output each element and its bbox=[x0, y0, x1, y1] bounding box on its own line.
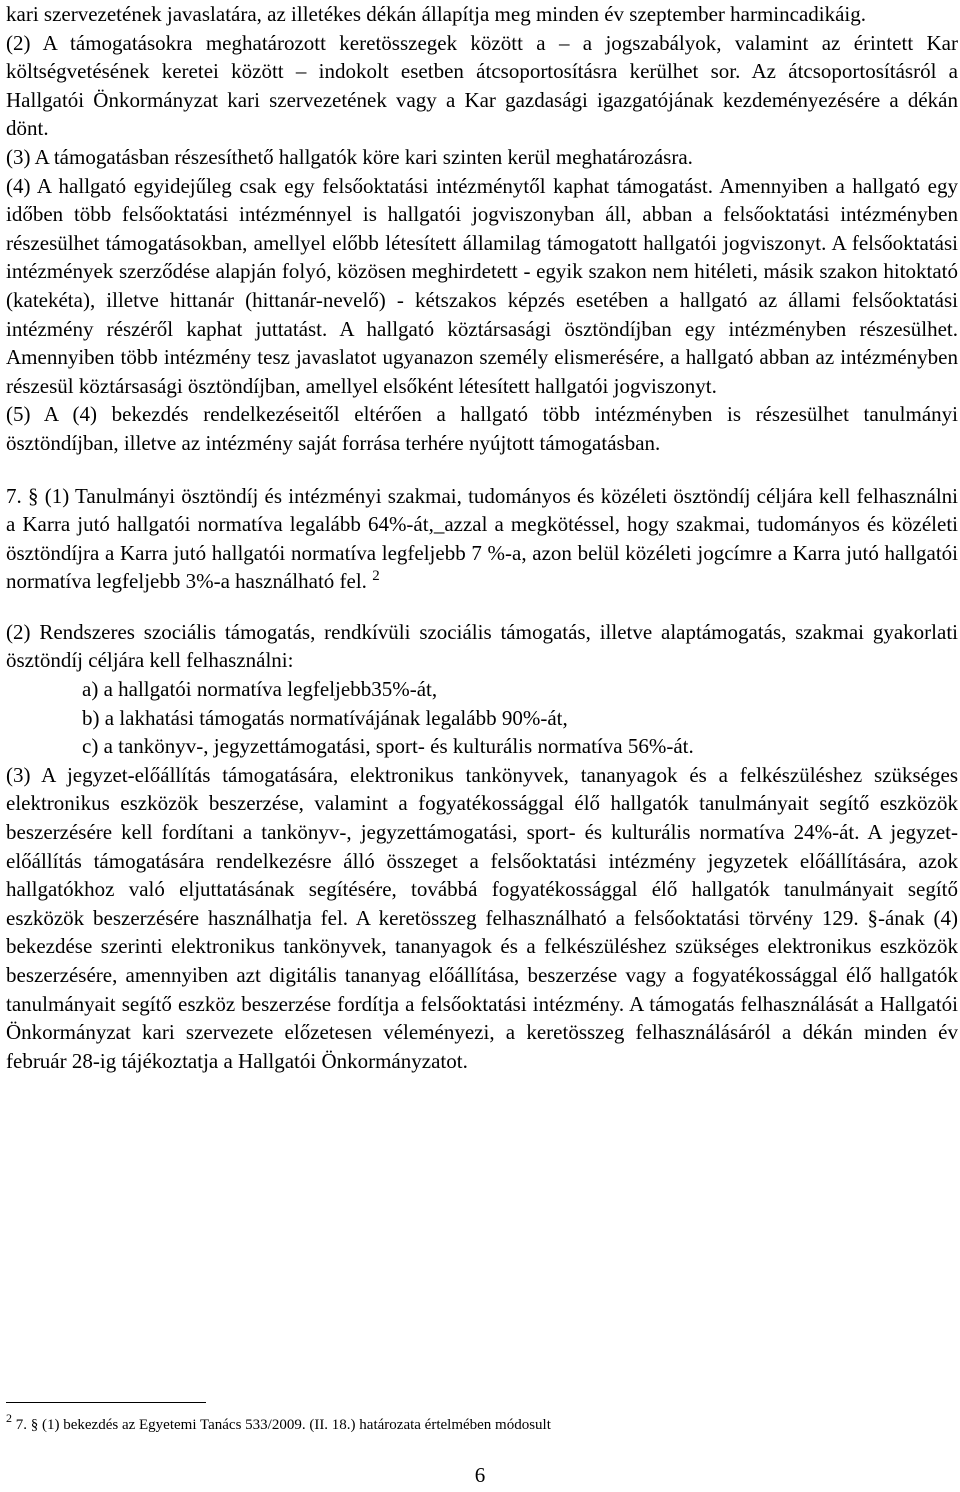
paragraph-6-2: (2) A támogatásokra meghatározott keretösszegek között a – a jogszabályok, valamint az érintett Kar költségvetésének keretei között – indokolt esetben átcsoportosításra kerülhet sor. Az átcsoportosításról a Hallgatói Önkormányzat kari szervezetének vagy a Kar gazdasági igazgatójának kezdeményezésére a dékán dönt. bbox=[6, 30, 958, 141]
paragraph-6-5: (5) A (4) bekezdés rendelkezéseitől eltérően a hallgató több intézményben is részesülhet tanulmányi ösztöndíjban, illetve az intézmény saját forrása terhére nyújtott támogatásban. bbox=[6, 402, 958, 455]
paragraph-7-2: (2) Rendszeres szociális támogatás, rendkívüli szociális támogatás, illetve alaptámogatás, szakmai gyakorlati ösztöndíj céljára kell felhasználni: bbox=[6, 619, 958, 673]
allocation-list bbox=[6, 675, 958, 761]
footnote bbox=[6, 1411, 958, 1435]
footnote-marker: 2 bbox=[6, 1411, 12, 1425]
paragraph-7-1 bbox=[6, 482, 958, 596]
footnote-text: 7. § (1) bekezdés az Egyetemi Tanács 533/2009. (II. 18.) határozata értelmében módosult bbox=[15, 1417, 551, 1433]
footnote-reference[interactable]: 2 bbox=[372, 568, 380, 585]
document-body bbox=[6, 0, 958, 1075]
footnote-section bbox=[6, 1402, 958, 1435]
footnote-divider bbox=[6, 1402, 206, 1403]
paragraph-6-4: (4) A hallgató egyidejűleg csak egy felsőoktatási intézménytől kaphat támogatást. Amennyiben a hallgató egy időben több felsőoktatási intézménnyel is hallgatói jogviszonyban áll, abban a felsőoktatási intézményben részesülhet támogatásokban, amellyel előbb létesített államilag támogatott hallgatói jogviszonyt. A felsőoktatási intézmények szerződése alapján folyó, közösen meghirdetett - egyik szakon nem hitéleti, másik szakon hitoktató (katekéta), illetve hittanár (hittanár-nevelő) - kétszakos képzés esetében a hallgató az állami felsőoktatási intézmény részéről kaphat juttatást. A hallgató köztársasági ösztöndíjban egy intézményben részesülhet. Amennyiben több intézmény tesz javaslatot ugyanazon személy elismerésére, a hallgató abban az intézményben részesül köztársasági ösztöndíjban, amellyel elsőként létesített hallgatói jogviszonyt. bbox=[6, 173, 958, 398]
page-number: 6 bbox=[474, 1463, 486, 1487]
spacer bbox=[6, 458, 958, 482]
paragraph-7-1-text: 7. § (1) Tanulmányi ösztöndíj és intézményi szakmai, tudományos és közéleti ösztöndíj céljára kell felhasználni a Karra jutó hallgatói normatíva legalább 64%-át,_azzal a megkötéssel, hogy szakmai, tudományos és közéleti ösztöndíjra a Karra jutó hallgatói normatíva legfeljebb 7 %-a, azon belül közéleti jogcímre a Karra jutó hallgatói normatíva legfeljebb 3%-a használható fel. bbox=[6, 483, 958, 594]
paragraph-continuation: kari szervezetének javaslatára, az illetékes dékán állapítja meg minden év szeptember harmincadikáig. bbox=[6, 2, 867, 26]
list-item: c) a tankönyv-, jegyzettámogatási, sport- és kulturális normatíva 56%-át. bbox=[82, 734, 694, 759]
paragraph-6-3: (3) A támogatásban részesíthető hallgatók köre kari szinten kerül meghatározásra. bbox=[6, 144, 693, 169]
spacer bbox=[6, 596, 958, 618]
list-item: a) a hallgatói normatíva legfeljebb35%-át, bbox=[82, 677, 438, 702]
paragraph-7-3: (3) A jegyzet-előállítás támogatására, elektronikus tankönyvek, tananyagok és a felkészüléshez szükséges elektronikus eszközök beszerzése, valamint a fogyatékossággal élő hallgatók tanulmányait segítő eszközök beszerzésére kell fordítani a tankönyv-, jegyzettámogatási, sport- és kulturális normatíva 24%-át. A jegyzet-előállítás támogatására rendelkezésre álló összeget a felsőoktatási intézmény jegyzetek előállítására, azok hallgatókhoz való eljuttatásának segítésére, továbbá fogyatékossággal élő hallgatók tanulmányait segítő eszközök beszerzésére használhatja fel. A keretösszeg felhasználható a felsőoktatási törvény 129. §-ának (4) bekezdése szerinti elektronikus tankönyvek, tananyagok és a felkészüléshez szükséges elektronikus eszközök beszerzésére, amennyiben azt digitális tananyag előállítása, beszerzése vagy a fogyatékossággal élő hallgatók tanulmányait segítő eszköz beszerzése fordítja a felsőoktatási intézmény. A támogatás felhasználását a Hallgatói Önkormányzat kari szervezete előzetesen véleményezi, a keretösszeg felhasználásáról a dékán minden év február 28-ig tájékoztatja a Hallgatói Önkormányzatot. bbox=[6, 762, 958, 1073]
list-item: b) a lakhatási támogatás normatívájának legalább 90%-át, bbox=[82, 705, 568, 730]
